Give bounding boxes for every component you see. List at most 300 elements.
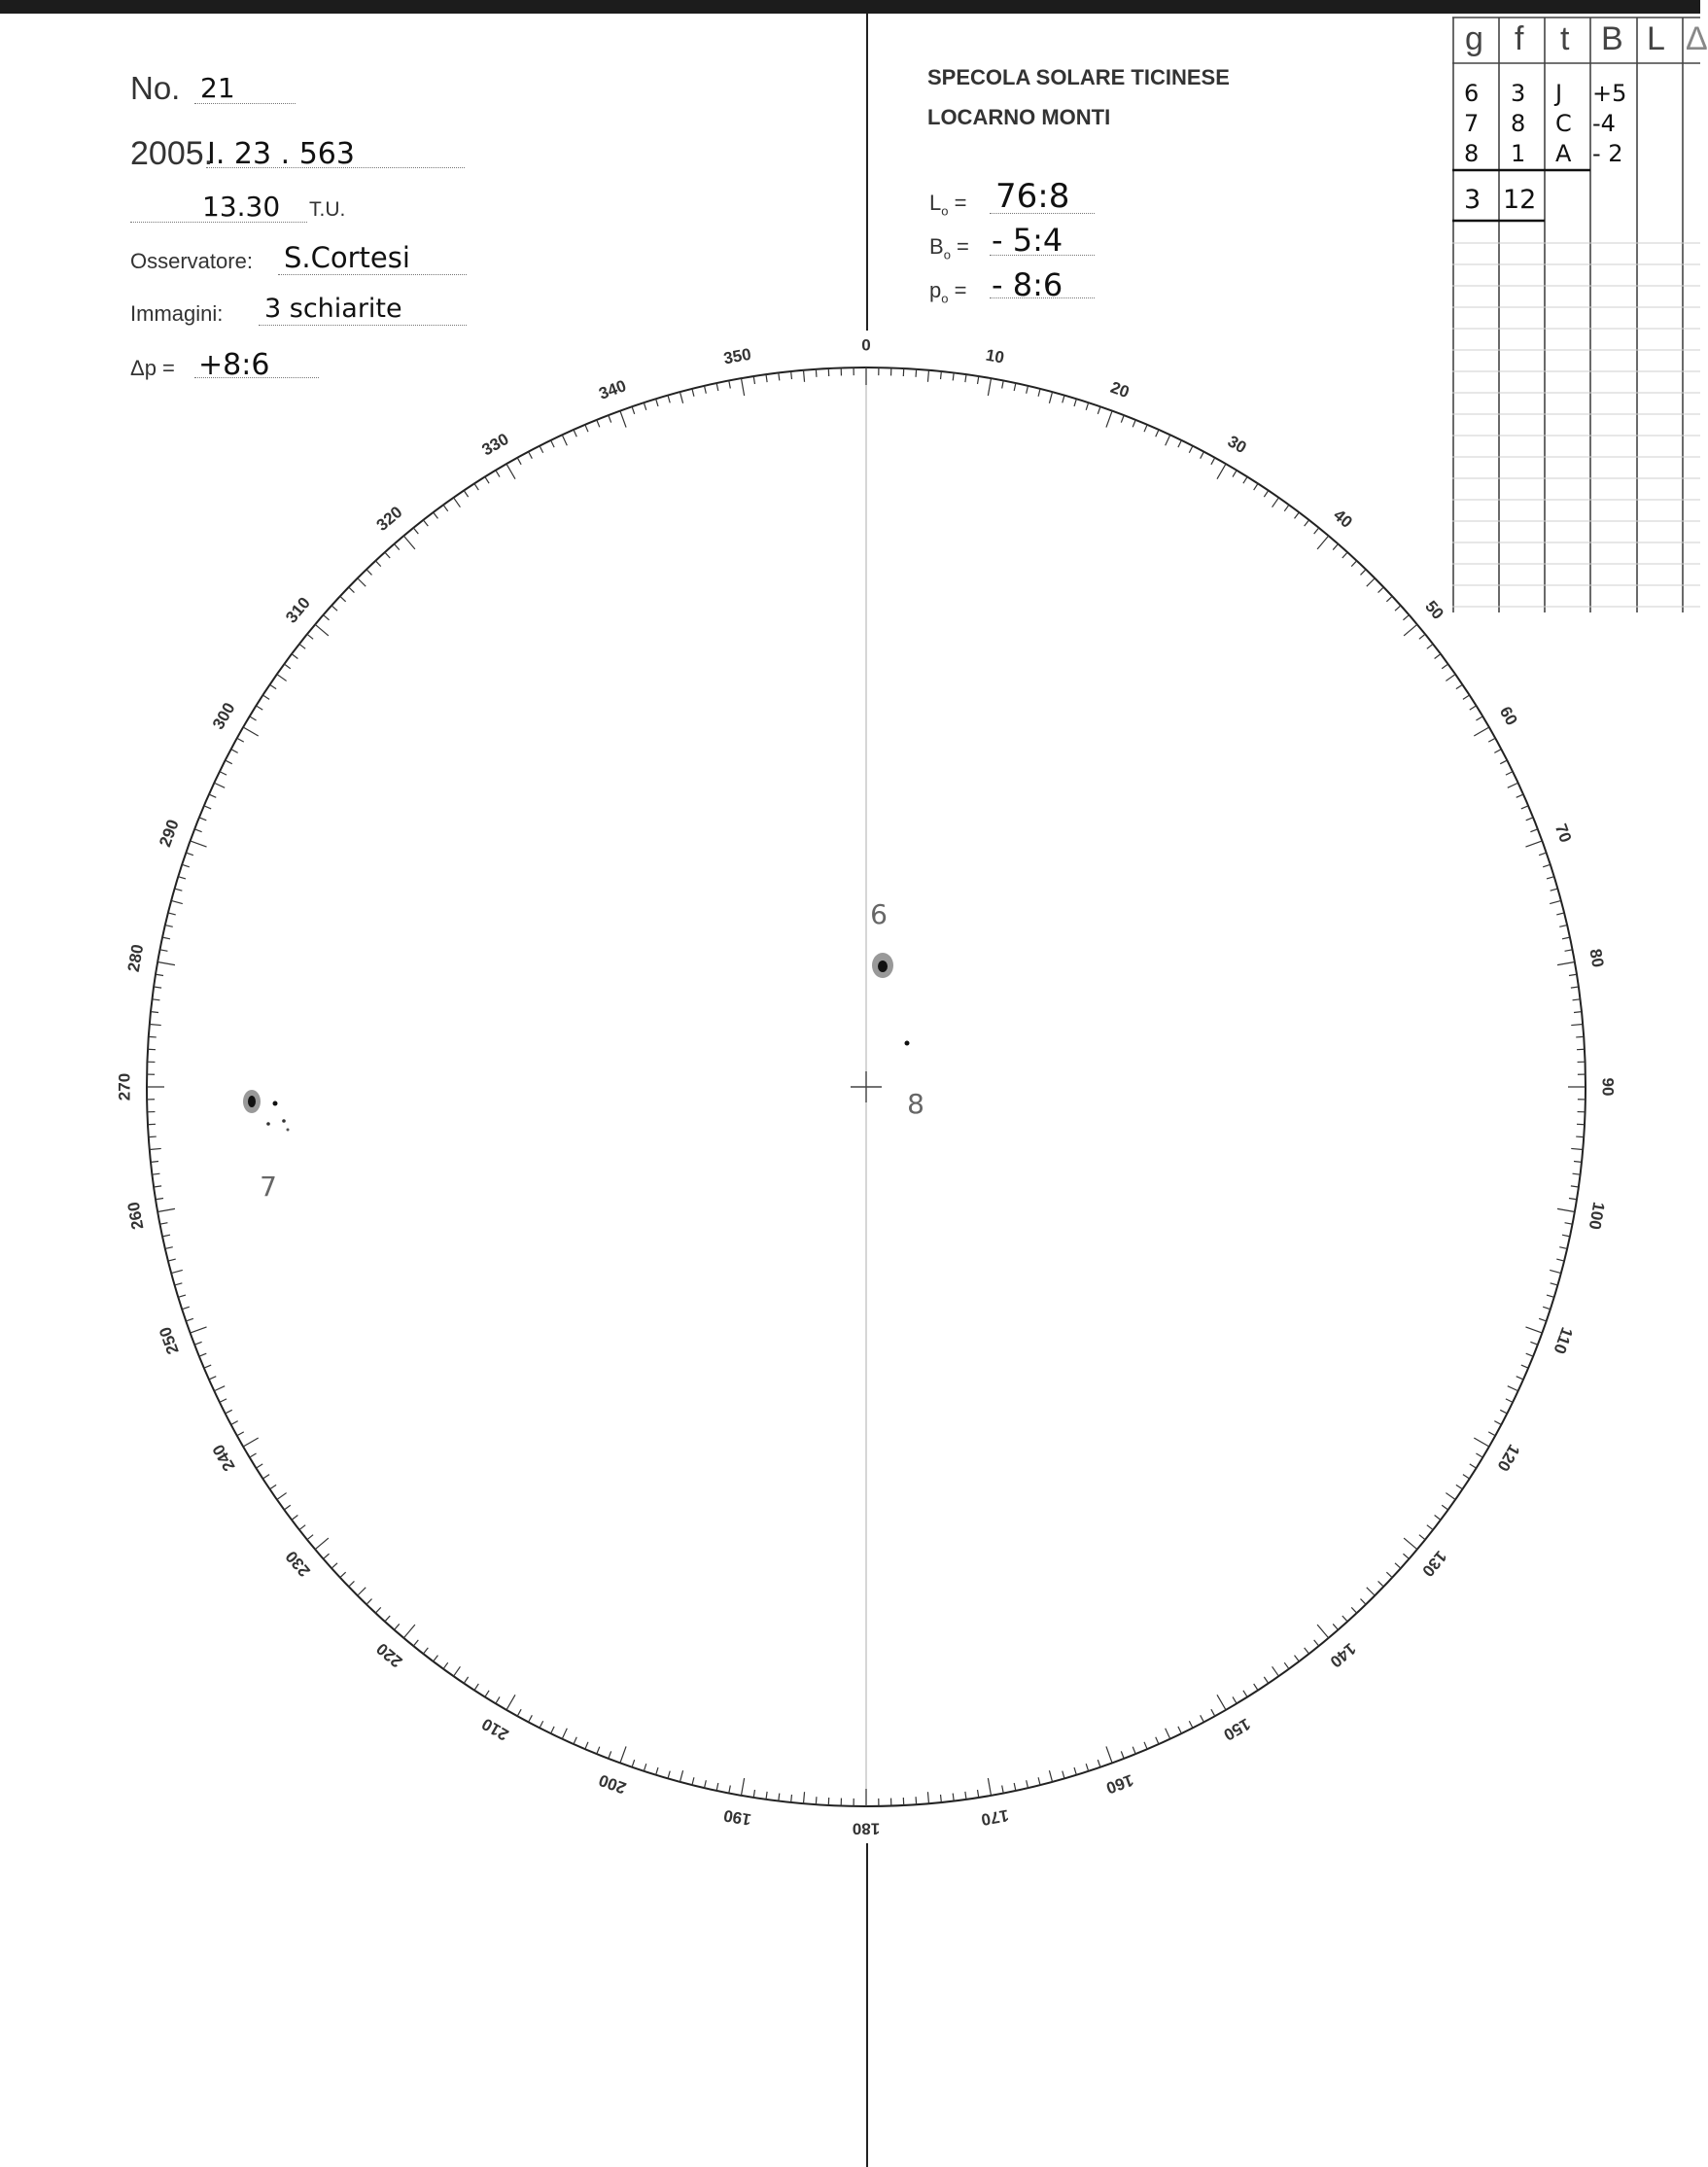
scale-tick [157,962,175,965]
images-label: Immagini: [130,301,224,326]
scale-tick [656,399,658,406]
scale-tick [1571,1186,1579,1187]
scale-tick [1404,624,1417,636]
scale-tick [1539,1318,1547,1321]
scale-tick [1386,596,1392,601]
scale-tick [705,386,707,394]
scale-tick [1211,458,1215,465]
scale-tick [454,1666,461,1676]
scale-tick [1305,1648,1309,1654]
scale-tick [644,1764,645,1771]
scale-tick [978,1790,979,1798]
scale-label: 160 [1103,1770,1136,1798]
row1-f: 3 [1511,80,1526,107]
scale-tick [154,987,161,988]
scale-tick [1217,464,1226,479]
p0-value: - 8:6 [992,266,1063,303]
scale-tick [243,1438,259,1447]
scale-tick [243,727,259,736]
scale-tick [194,1342,201,1345]
scale-tick [1243,1691,1247,1697]
sunspot-group-8 [905,1041,910,1046]
row1-B: +5 [1592,80,1627,107]
scale-tick [226,760,232,764]
sunspot-group-7-umbra [248,1096,256,1107]
scale-tick [496,1696,500,1703]
scale-tick [1526,1353,1533,1356]
scale-tick [1442,1505,1447,1510]
scale-label: 290 [156,817,183,850]
scale-tick [375,1607,380,1613]
scale-tick [1442,664,1447,669]
scale-tick [1556,913,1564,915]
scale-tick [220,1399,227,1403]
scale-tick [307,634,313,639]
scale-tick [1189,1721,1193,1728]
scale-tick [299,1525,305,1530]
scale-tick [1476,717,1482,720]
scale-tick [250,717,257,720]
scale-tick [953,373,954,381]
scale-tick [474,1684,478,1691]
scale-tick [753,1790,754,1798]
sunspot-group-7-spot [282,1119,286,1123]
scale-tick [1573,999,1581,1000]
scale-tick [284,1505,290,1510]
scale-tick [1516,794,1523,797]
scale-tick [517,458,521,465]
scale-tick [1156,1737,1159,1744]
scale-tick [609,415,611,422]
no-label: No. [130,70,181,106]
scale-tick [1038,389,1040,397]
scale-tick [157,1208,175,1211]
scale-tick [965,1792,966,1800]
scale-tick [1178,440,1182,447]
scale-tick [742,378,745,396]
table-header-t: t [1560,20,1570,57]
scale-tick [1014,383,1016,391]
scale-tick [1427,1525,1433,1530]
scale-tick [256,706,262,710]
row3-f: 1 [1511,140,1526,167]
scale-tick [916,369,917,377]
scale-label: 270 [115,1072,134,1101]
dp-label: Δp = [130,356,175,380]
scale-tick [1547,877,1554,879]
scale-tick [1166,1729,1170,1739]
scale-tick [395,544,400,550]
total-g: 3 [1464,185,1481,215]
scale-tick [1435,1516,1441,1520]
scale-tick [1144,425,1147,432]
p0-label: $p_o$ = [929,278,967,306]
scale-tick [168,913,176,915]
scale-tick [199,1353,206,1356]
scale-tick [262,1475,269,1479]
scale-tick [1360,1599,1366,1605]
scale-tick [443,1662,448,1668]
scale-label: 210 [478,1714,512,1745]
scale-tick [385,552,390,558]
scale-tick [1284,505,1289,510]
scale-tick [1144,1742,1147,1749]
scale-tick [1506,1399,1513,1403]
scale-tick [1419,634,1425,639]
scale-tick [1106,411,1112,428]
scale-label: 190 [721,1805,753,1830]
scale-tick [1305,520,1309,526]
scale-tick [403,536,415,549]
scale-tick [1488,1432,1495,1436]
scale-tick [270,1485,277,1488]
scale-tick [791,1795,792,1802]
scale-tick [1543,1307,1551,1309]
B0-label: $B_o$ = [929,234,969,262]
images-value: 3 schiarite [264,294,402,324]
scale-tick [540,1721,543,1728]
scale-label: 50 [1421,597,1447,623]
scale-tick [160,1223,168,1225]
scale-tick [262,695,269,699]
scale-tick [1456,1485,1463,1488]
scale-tick [358,1588,366,1595]
scale-tick [403,1625,415,1638]
scale-tick [496,471,500,477]
scale-tick [927,370,928,382]
scale-label: 280 [123,942,148,974]
scale-tick [1446,1493,1455,1500]
scale-tick [804,1792,805,1803]
scale-tick [1463,695,1470,699]
observer-label: Osservatore: [130,249,253,273]
scale-tick [816,1797,817,1804]
scale-tick [1569,1199,1577,1200]
scale-tick [1419,1535,1425,1540]
scale-tick [307,1535,313,1540]
scale-tick [729,1786,731,1794]
scale-tick [162,1235,170,1237]
scale-tick [292,1516,297,1520]
scale-tick [742,1778,745,1796]
scale-tick [358,578,366,586]
scale-tick [1121,415,1124,422]
scale-tick [1074,399,1076,406]
scale-tick [779,373,780,381]
scale-tick [988,378,991,396]
scale-label: 260 [123,1200,148,1232]
scale-tick [299,644,305,648]
scale-tick [209,1377,216,1380]
scale-tick [171,1270,183,1273]
scale-tick [178,877,186,879]
scale-tick [324,615,330,620]
scale-tick [1074,1767,1076,1775]
time-value: 13.30 [202,191,281,223]
row2-B: -4 [1592,110,1616,137]
scale-tick [284,664,290,669]
scale-tick [1562,937,1570,939]
scale-tick [1574,1162,1582,1163]
scale-tick [1557,1208,1575,1211]
scale-tick [1049,392,1052,403]
scale-tick [1559,1247,1567,1249]
scale-tick [1456,684,1463,688]
row2-t: C [1555,110,1572,137]
scale-tick [1272,1666,1279,1676]
no-value: 21 [200,72,235,104]
scale-label: 330 [478,429,512,460]
L0-label: $L_o$ = [929,191,967,219]
scale-tick [716,383,718,391]
scale-tick [1565,1223,1573,1225]
scale-tick [1470,1464,1477,1468]
scale-tick [517,1709,521,1716]
scale-tick [1027,386,1028,394]
scale-tick [1525,841,1542,847]
scale-tick [366,1599,372,1605]
scale-tick [175,1283,183,1285]
scale-tick [1576,1136,1584,1137]
scale-tick [199,818,206,821]
scale-tick [529,452,533,459]
scale-tick [1386,1572,1392,1577]
scale-tick [151,1012,158,1013]
sunspot-group-7-spot [287,1129,290,1132]
scale-tick [1530,829,1537,832]
scale-tick [1470,706,1477,710]
scale-tick [574,1737,576,1744]
scale-tick [1562,1235,1570,1237]
scale-tick [1494,1421,1501,1425]
scale-tick [585,1742,588,1749]
scale-tick [597,420,600,427]
scale-label: 220 [372,1639,406,1671]
scale-tick [1488,738,1495,742]
scale-tick [1547,1295,1554,1297]
scale-tick [1367,578,1375,586]
scale-tick [1446,675,1455,682]
scale-tick [250,1453,257,1457]
scale-tick [506,1695,515,1710]
scale-tick [182,1307,190,1309]
scale-tick [692,1777,694,1785]
scale-tick [168,1259,176,1261]
scale-tick [1551,889,1558,891]
scale-tick [1002,381,1004,389]
scale-tick [171,900,183,903]
scale-tick [434,1656,438,1661]
scale-tick [1295,1656,1300,1661]
scale-tick [186,853,193,856]
scale-label: 350 [721,344,753,368]
scale-tick [1539,853,1547,856]
scale-tick [1201,1715,1204,1722]
scale-tick [194,829,201,832]
scale-tick [443,505,448,510]
scale-tick [551,1727,555,1733]
scale-tick [668,396,670,403]
dp-value: +8:6 [198,348,270,382]
scale-label: 150 [1220,1714,1254,1745]
scale-tick [1272,498,1279,507]
row3-g: 8 [1464,140,1480,167]
scale-label: 130 [1418,1547,1450,1581]
scale-tick [927,1792,928,1803]
time-unit: T.U. [309,198,346,221]
scale-tick [632,406,635,414]
scale-label: 240 [208,1441,239,1475]
B0-value: - 5:4 [992,222,1063,259]
scale-tick [1367,1588,1375,1595]
scale-tick [1178,1727,1182,1733]
scale-tick [1342,1616,1347,1622]
scale-label: 10 [984,345,1006,367]
scale-tick [1521,806,1528,809]
scale-label: 310 [282,593,314,627]
scale-tick [1500,1410,1507,1414]
scale-tick [791,371,792,379]
scale-tick [705,1780,707,1788]
scale-tick [1525,1327,1542,1333]
scale-tick [220,772,227,776]
group-label-8: 8 [907,1088,924,1120]
scale-tick [1550,1270,1561,1273]
scale-label: 110 [1550,1324,1577,1357]
scale-tick [1121,1751,1124,1758]
scale-label: 0 [861,335,871,355]
scale-tick [182,864,190,866]
scale-tick [1264,1677,1268,1684]
scale-tick [1521,1365,1528,1368]
scale-tick [1243,476,1247,483]
scale-tick [149,1036,157,1037]
scale-tick [423,520,428,526]
scale-tick [978,376,979,384]
scale-tick [331,1563,337,1568]
scale-tick [1189,446,1193,453]
scale-tick [1403,615,1409,620]
scale-tick [1403,1554,1409,1558]
scale-tick [1378,587,1384,593]
scale-tick [1166,435,1170,445]
scale-label: 120 [1493,1441,1524,1475]
scale-tick [464,491,468,498]
scale-label: 140 [1326,1639,1360,1671]
scale-tick [529,1715,533,1722]
scale-tick [156,974,163,975]
L0-value: 76:8 [995,177,1070,216]
table-header-L: L [1647,20,1665,57]
scale-tick [423,1648,428,1654]
scale-tick [1395,1563,1401,1568]
scale-tick [1254,483,1258,490]
scale-tick [1463,1475,1470,1479]
scale-tick [270,684,277,688]
scale-tick [315,1538,329,1550]
scale-tick [941,1795,942,1802]
scale-tick [1264,491,1268,498]
scale-tick [620,411,626,428]
scale-tick [1569,974,1577,975]
scale-label: 170 [979,1805,1011,1830]
scale-tick [324,1554,330,1558]
scale-tick [1211,1709,1215,1716]
scale-tick [816,369,817,377]
scale-label: 230 [282,1547,314,1581]
scale-tick [1494,750,1501,753]
date-handwritten: I. 23 . 563 [207,137,355,171]
scale-tick [953,1794,954,1801]
scale-tick [231,1421,238,1425]
scale-tick [464,1677,468,1684]
row3-t: A [1555,140,1572,167]
scale-tick [153,1173,160,1174]
scale-tick [1333,544,1338,550]
scale-tick [1508,1386,1518,1391]
scale-tick [1086,1764,1088,1771]
scale-tick [1574,1012,1582,1013]
scale-tick [395,1624,400,1629]
scale-tick [804,370,805,382]
scale-tick [1500,760,1507,764]
scale-tick [1342,552,1347,558]
scale-tick [1556,1259,1564,1261]
scale-tick [597,1747,600,1754]
scale-tick [150,1148,161,1149]
scale-tick [1435,654,1441,659]
scale-label: 60 [1495,703,1521,729]
scale-label: 180 [852,1819,881,1838]
scale-label: 90 [1598,1077,1618,1097]
scale-tick [668,1771,670,1779]
scale-tick [562,435,567,445]
scale-tick [178,1295,186,1297]
scale-tick [716,1783,718,1791]
scale-tick [1098,1760,1100,1767]
scale-label: 250 [156,1324,183,1357]
scale-tick [349,1581,355,1587]
scale-tick [277,1493,287,1500]
scale-tick [1516,1377,1523,1380]
scale-tick [151,1162,158,1163]
scale-tick [1027,1780,1028,1788]
scale-tick [585,425,588,432]
scale-tick [1526,818,1533,821]
scale-tick [1049,1770,1052,1782]
scale-tick [1557,962,1575,965]
scale-label: 30 [1224,432,1250,458]
row1-g: 6 [1464,80,1480,107]
scale-tick [1530,1342,1537,1345]
row1-t: J [1555,80,1563,107]
scale-tick [204,1365,211,1368]
scale-tick [1565,950,1573,952]
scale-tick [1002,1786,1004,1794]
scale-tick [1543,864,1551,866]
scale-tick [779,1794,780,1801]
scale-label: 340 [596,376,629,403]
scale-tick [214,1386,225,1391]
scale-tick [191,1327,207,1333]
scale-tick [680,1770,682,1782]
scale-tick [916,1797,917,1804]
scale-tick [1106,1746,1112,1763]
scale-tick [1427,644,1433,648]
scale-tick [349,587,355,593]
scale-tick [277,675,287,682]
scale-tick [1014,1783,1016,1791]
